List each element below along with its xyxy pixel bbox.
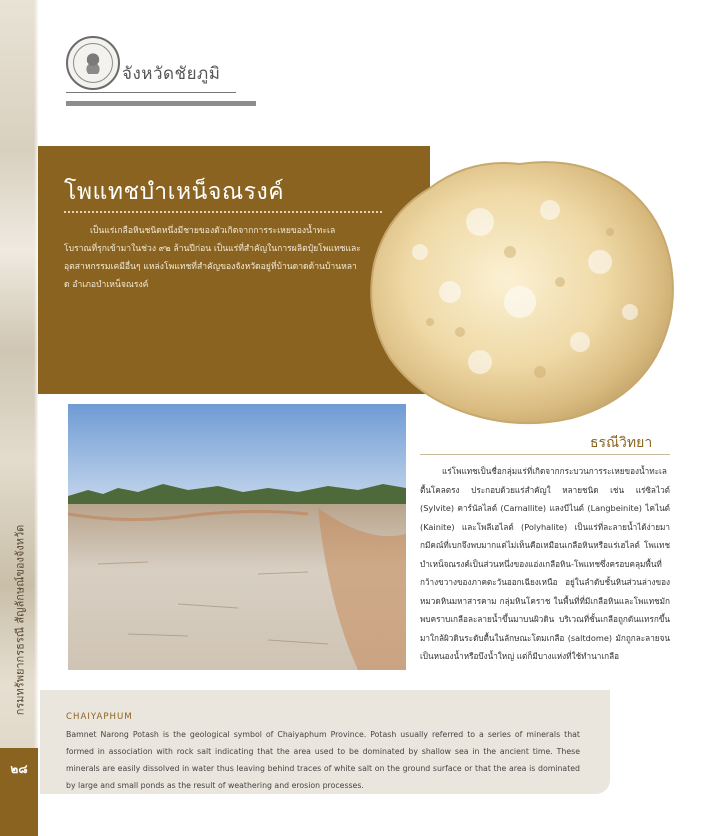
vertical-side-label — [8, 520, 30, 720]
feature-intro: เป็นแร่เกลือหินชนิดหนึ่งมีชายของตัวเกิดจากการระเหยของน้ำทะเลโบราณที่รุกเข้ามาในช่วง ๙๒ ล้านปีก่อน เป็นแร่ที่สำคัญในการผลิตปุ๋ยโพแทชและอุตสาหกรรมเคมีอื่นๆ แหล่งโพแทชที่สำคัญของจังหวัดอยู่ที่บ้านดาดด้านบ้านหลาด อำเภอบำเหน็จณรงค์ — [64, 226, 361, 290]
english-body: Bamnet Narong Potash is the geological symbol of Chaiyaphum Province. Potash usually referred to a series of minerals that formed in association with rock salt indicating that the area used to be dominated by shallow sea in the ancient time. These minerals are easily dissolved in water thus leaving behind traces of white salt on the ground surface or that the area is dominated by large and small ponds as the result of weathering and erosion processes. — [66, 730, 580, 790]
geology-body: แร่โพแทชเป็นชื่อกลุ่มแร่ที่เกิดจากกระบวนการระเหยของน้ำทะเลตื้นโคลตรง ประกอบด้วยแร่สำคัญใ หลายชนิด เช่น แร่ซิลไวต์ (Sylvite) คาร์นัลไลต์ (Carnallite) แลงบีไนต์ (Langbeinite) ไคไนต์ (Kainite) และโพลีเฮไลต์ (Polyhalite) เป็นแร่ที่ละลายน้ำได้ง่ายมากมีคณ์ที่เบกจึงพบมากแต่ไม่เห็นคือเหมือนเกลือหินหรือแร่เฮไลต์ โพแทชบำเหน็จณรงค์เป็นส่วนหนึ่งของแอ่งเกลือหิน-โพแทชซึ่งครอบคลุมพื้นที่กว้างขวางของภาคตะวันออกเฉียงเหนือ อยู่ในลำดับชั้นหินส่วนล่างของหมวดหินมหาสารคาม กลุ่มหินโคราช ในพื้นที่ที่มีเกลือหินและโพแทชมักพบคราบเกลือละลายน้ำขึ้นมาบนผิวดิน บริเวณที่ชั้นเกลือถูกดันแทรกขึ้นมาใกล้ผิวดินระดับตื้นในลักษณะโดมเกลือ (saltdome) มักถูกละลายจนเป็นหนองน้ำหรือบึงน้ำใหญ่ แต่ก็มีบางแห่งที่ใช้ทำนาเกลือ — [420, 466, 670, 661]
header-divider-thin — [66, 92, 236, 93]
header-divider-thick — [66, 101, 256, 106]
provincial-seal-icon — [66, 36, 120, 90]
page-number-tab — [0, 748, 38, 836]
salt-flat-landscape-photo — [68, 404, 406, 670]
vertical-label-text: กรมทรัพยากรธรณี สัญลักษณ์ของจังหวัด — [13, 524, 27, 716]
geology-divider — [420, 454, 670, 455]
feature-title: โพแทชบำเหน็จณรงค์ — [64, 179, 285, 205]
province-name: จังหวัดชัยภูมิ — [122, 64, 221, 84]
page-number: ๒๘ — [10, 762, 28, 776]
potash-mineral-image — [360, 152, 682, 430]
english-label: CHAIYAPHUM — [66, 712, 133, 722]
title-dotted-divider — [64, 211, 382, 213]
geology-heading: ธรณีวิทยา — [590, 435, 653, 451]
